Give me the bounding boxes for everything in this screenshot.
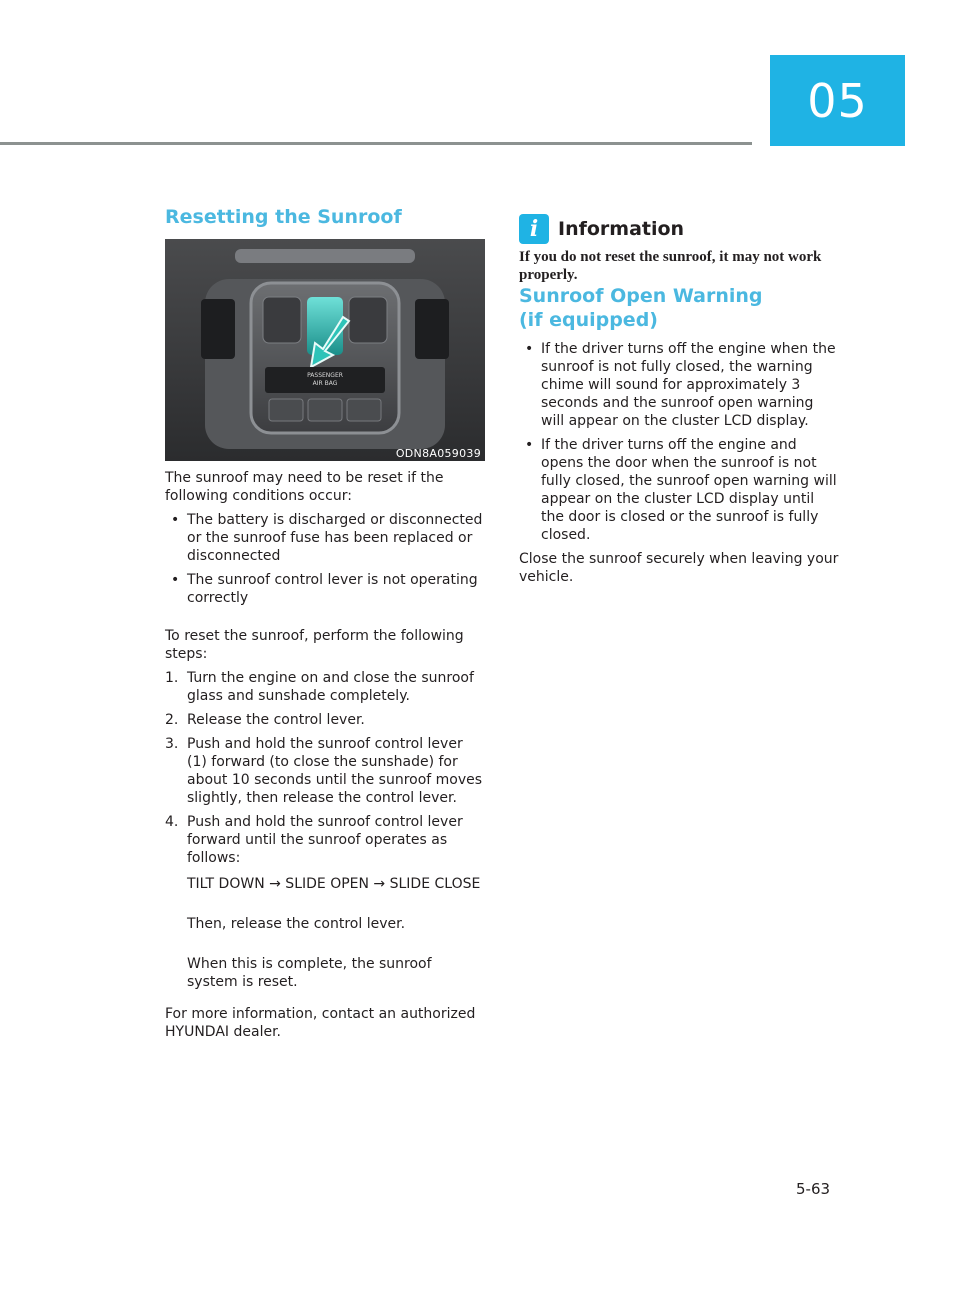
warning-list bbox=[519, 340, 839, 544]
intro-text: The sunroof may need to be reset if the following conditions occur: bbox=[165, 470, 444, 504]
warning-heading: Sunroof Open Warning (if equipped) bbox=[519, 285, 763, 331]
page-number: 5-63 bbox=[796, 1180, 831, 1198]
overhead-console-illustration bbox=[165, 239, 485, 461]
airbag-label-line1: PASSENGER bbox=[307, 372, 343, 379]
step4-then: Then, release the control lever. bbox=[187, 916, 406, 932]
list-item: 1. Turn the engine on and close the sunroof glass and sunshade completely. bbox=[165, 670, 474, 704]
sunroof-control-photo bbox=[165, 239, 485, 461]
list-item: 3. Push and hold the sunroof control lever (1) forward (to close the sunshade) for about 10 seconds until the sunroof moves slightly, then release the control lever. bbox=[165, 736, 483, 806]
list-item: • The sunroof control lever is not operating correctly bbox=[171, 572, 478, 606]
steps-list bbox=[165, 669, 485, 991]
info-icon: i bbox=[519, 214, 549, 244]
list-item: 2. Release the control lever. bbox=[165, 712, 365, 728]
list-item: • If the driver turns off the engine when the sunroof is not fully closed, the warning chime will sound for approximately 3 seconds and the sunroof open warning will appear on the cluster LCD display. bbox=[525, 341, 836, 429]
step4-sequence: TILT DOWN → SLIDE OPEN → SLIDE CLOSE bbox=[187, 876, 481, 892]
image-code: ODN8A059039 bbox=[395, 447, 481, 460]
closing-text: For more information, contact an authorized HYUNDAI dealer. bbox=[165, 1006, 476, 1040]
chapter-tab: 05 bbox=[770, 55, 905, 146]
conditions-list bbox=[165, 511, 485, 607]
information-text: If you do not reset the sunroof, it may not work properly. bbox=[519, 249, 822, 283]
warning-closing: Close the sunroof securely when leaving your vehicle. bbox=[519, 551, 839, 585]
information-title: Information bbox=[558, 218, 685, 240]
list-item: • If the driver turns off the engine and opens the door when the sunroof is not fully closed, the sunroof open warning will appear on the cluster LCD display until the door is closed or the sunroof is fully closed. bbox=[525, 437, 837, 543]
information-header bbox=[519, 214, 839, 244]
list-item: • The battery is discharged or disconnected or the sunroof fuse has been replaced or disconnected bbox=[171, 512, 483, 564]
header-rule bbox=[0, 142, 752, 145]
section-heading: Resetting the Sunroof bbox=[165, 206, 402, 228]
steps-intro: To reset the sunroof, perform the following steps: bbox=[165, 628, 464, 662]
step4-done: When this is complete, the sunroof system is reset. bbox=[187, 956, 432, 990]
right-column bbox=[519, 214, 839, 586]
airbag-label-line2: AIR BAG bbox=[312, 380, 338, 387]
list-item: 4. Push and hold the sunroof control lever forward until the sunroof operates as follows: TILT DOWN → SLIDE OPEN → SLIDE CLOSE Then, release the control lever. When this is complete, the sunroof system is reset. bbox=[165, 813, 485, 991]
left-column bbox=[165, 205, 485, 1041]
